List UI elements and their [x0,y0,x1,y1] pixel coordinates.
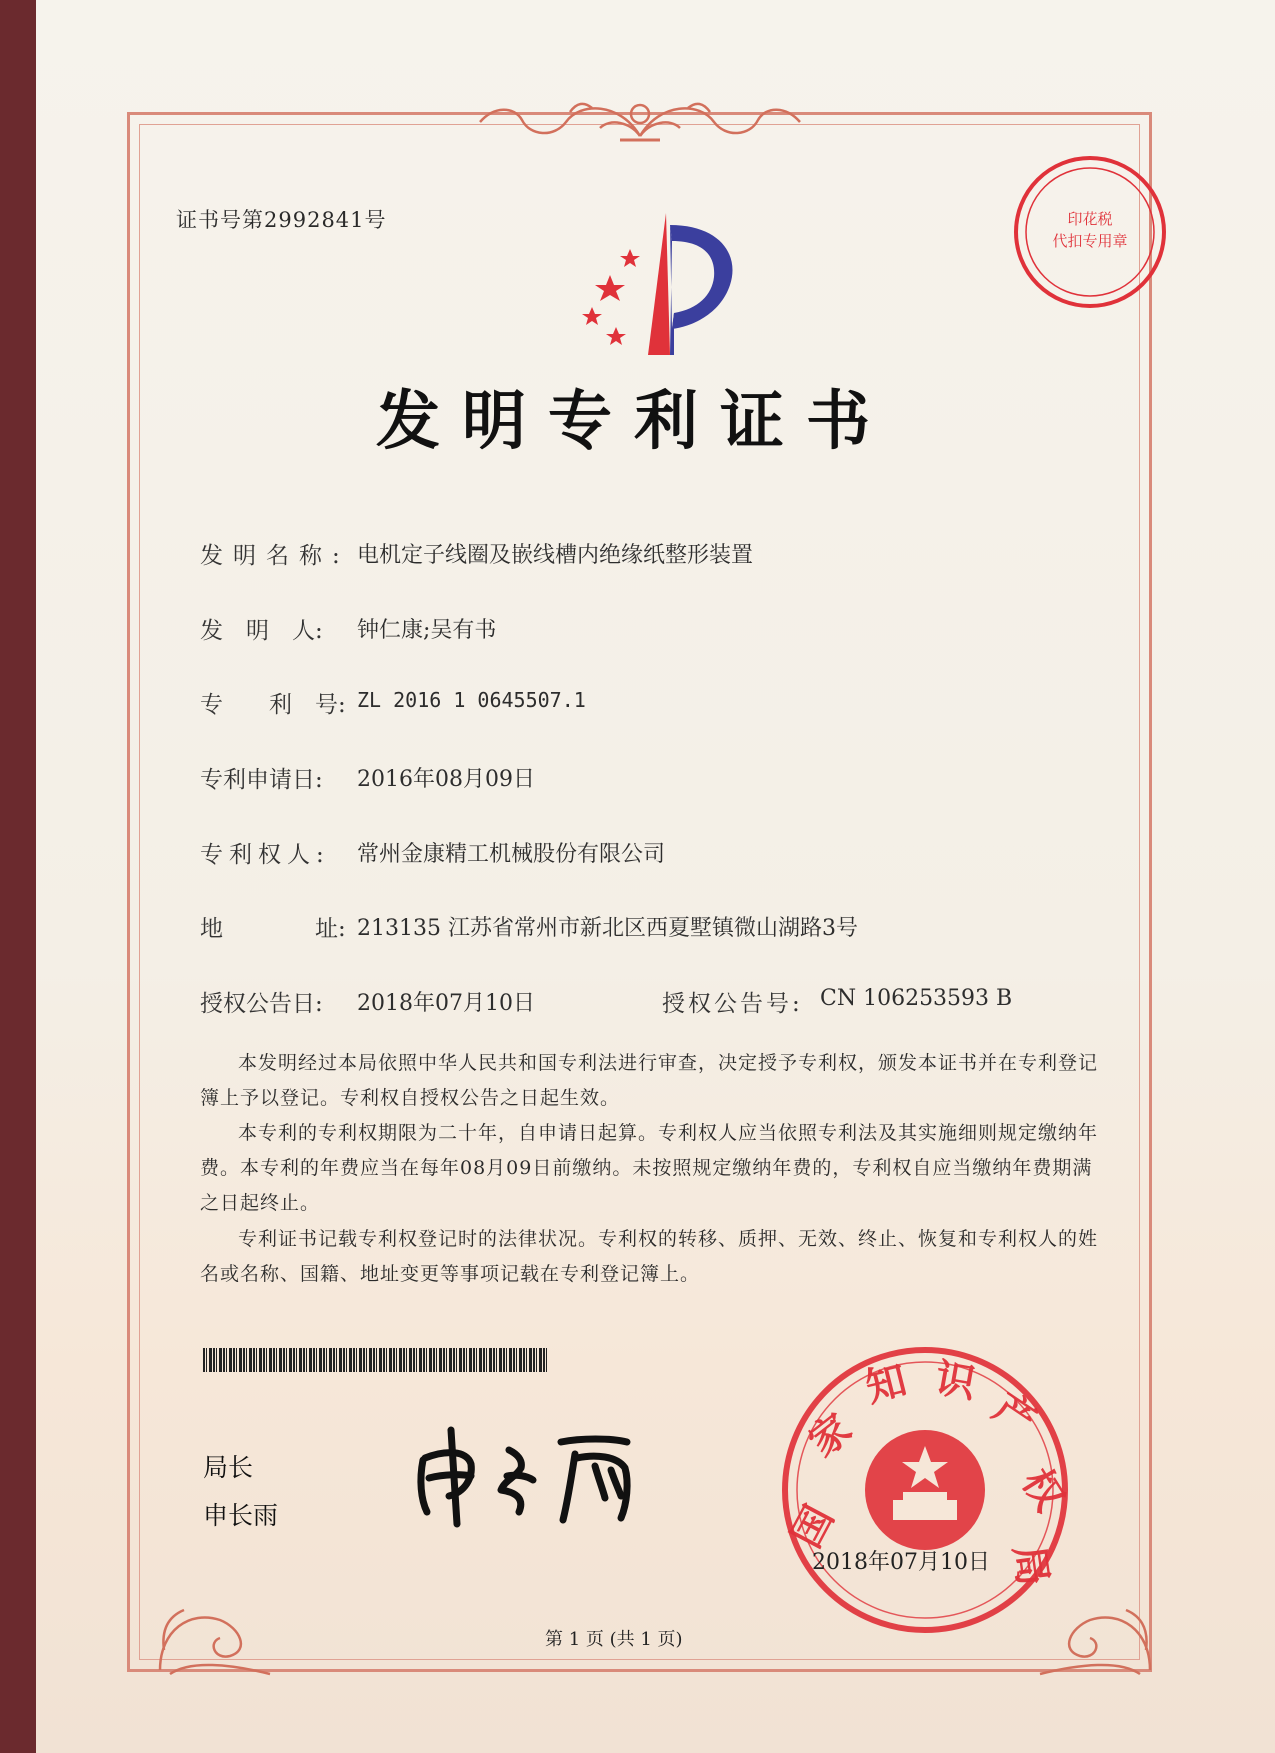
paragraph-1: 本发明经过本局依照中华人民共和国专利法进行审查，决定授予专利权，颁发本证书并在专利登记簿上予以登记。专利权自授权公告之日起生效。 [200,1052,1099,1109]
tax-stamp-line1: 印花税 [1067,210,1113,228]
inventor-label: 发 明 人: [200,618,323,644]
patent-number-value: ZL 2016 1 0645507.1 [357,688,586,712]
page-number: 第 1 页 (共 1 页) [545,1629,683,1650]
paragraph-2: 本专利的专利权期限为二十年，自申请日起算。专利权人应当依照专利法及其实施细则规定缴纳年费。本专利的年费应当在每年08月09日前缴纳。未按照规定缴纳年费的，专利权自应当缴纳年费期满之日起终止。 [200,1122,1099,1214]
director-title: 局长 [203,1453,254,1482]
invention-name-label: 发明名称: [200,543,350,569]
top-ornament-icon [470,92,810,148]
application-date-label: 专利申请日: [200,767,323,793]
svg-text:局: 局 [1004,1542,1057,1589]
application-date-value: 2016年08月09日 [357,767,535,792]
certificate-number: 证书号第2992841号 [176,208,387,232]
patentee-label: 专利权人: [200,842,330,868]
grant-number-value: CN 106253593 B [820,986,1013,1011]
official-seal-icon [775,1340,1075,1640]
svg-text:知: 知 [861,1356,912,1412]
patent-number-label: 专 利 号: [200,692,346,718]
barcode [203,1348,547,1372]
paragraph-3: 专利证书记载专利权登记时的法律状况。专利权的转移、质押、无效、终止、恢复和专利权人的姓名或名称、国籍、地址变更等事项记载在专利登记簿上。 [200,1228,1099,1285]
grant-number-label: 授权公告号: [662,991,803,1017]
grant-date-value: 2018年07月10日 [357,991,535,1016]
invention-name-value: 电机定子线圈及嵌线槽内绝缘纸整形装置 [357,543,754,568]
address-label: 地 址: [200,916,346,942]
svg-text:识: 识 [931,1354,980,1408]
grant-date-label: 授权公告日: [200,991,323,1017]
patentee-value: 常州金康精工机械股份有限公司 [357,842,666,867]
svg-text:产: 产 [984,1383,1045,1445]
svg-text:家: 家 [799,1404,861,1467]
tax-stamp-line2: 代扣专用章 [1052,232,1128,250]
tax-stamp-icon [1010,152,1170,312]
svg-text:权: 权 [1012,1460,1074,1520]
certificate-title: 发明专利证书 [376,384,892,459]
seal-date: 2018年07月10日 [812,1550,990,1575]
inventor-value: 钟仁康;吴有书 [357,618,497,643]
handwritten-signature-icon [405,1420,665,1530]
address-value: 213135 江苏省常州市新北区西夏墅镇微山湖路3号 [357,916,858,941]
bottom-left-ornament-icon [150,1590,280,1680]
director-name: 申长雨 [203,1501,279,1530]
cnipa-logo-icon [570,205,750,355]
svg-text:国: 国 [782,1497,843,1556]
